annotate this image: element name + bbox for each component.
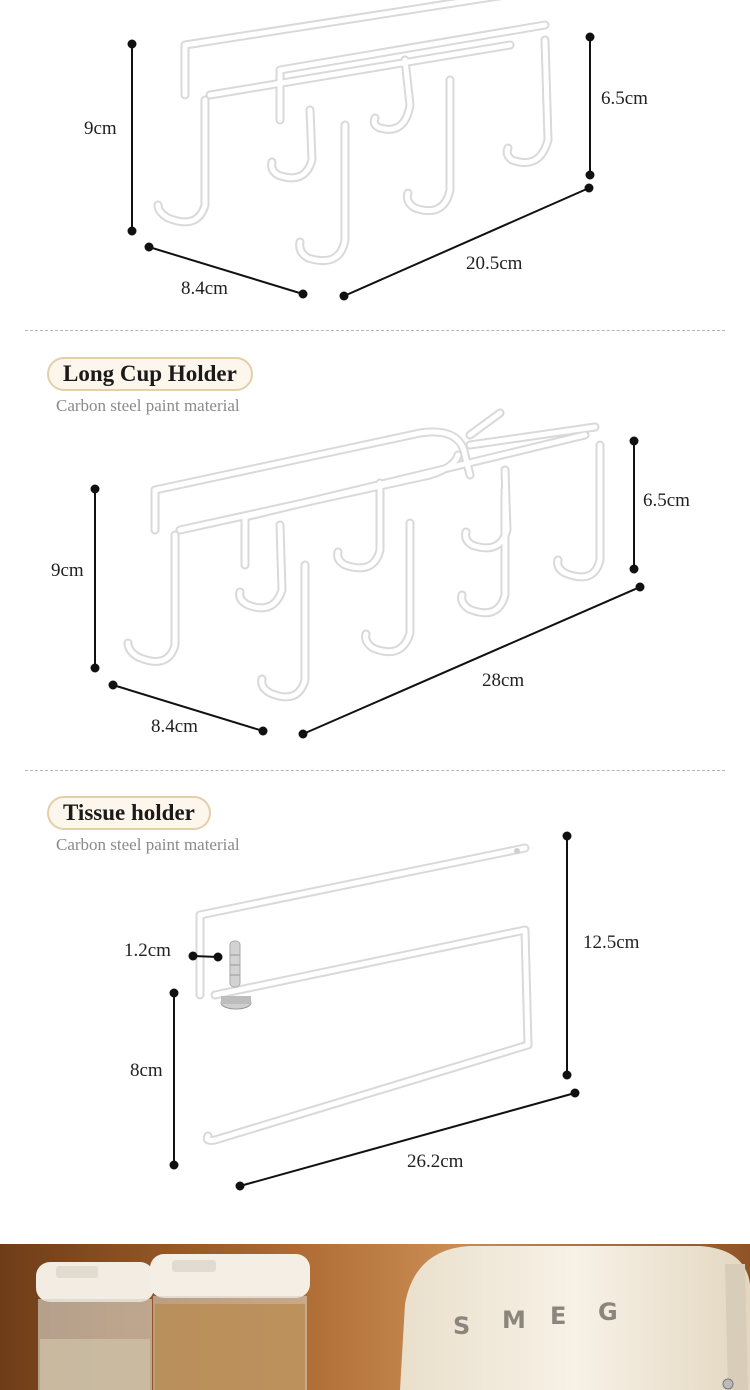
short-cup-holder-section [0,0,750,330]
dim-length: 20.5cm [466,253,523,274]
storage-jar [150,1254,310,1390]
brand-letter: G [598,1298,618,1326]
tissue-holder-section [0,820,750,1220]
brand-letter: M [502,1306,526,1334]
dim-hook-depth: 6.5cm [643,490,690,511]
long-cup-holder-illustration [0,405,750,770]
screw-icon [221,941,251,1009]
dim-depth: 8.4cm [151,716,198,737]
long-cup-holder-section [0,405,750,770]
brand-letter: S [453,1312,471,1340]
brand-letter: E [550,1302,567,1330]
tissue-holder-illustration [0,820,750,1220]
storage-jar [36,1262,154,1390]
dim-inner-height: 8cm [130,1060,163,1081]
dim-height: 12.5cm [583,932,640,953]
kitchen-photo [0,1244,750,1390]
tissue-holder-subtitle: Carbon steel paint material [56,835,240,854]
dim-height: 9cm [84,118,117,139]
dim-length: 28cm [482,670,525,691]
short-cup-holder-illustration [0,0,750,330]
long-cup-holder-subtitle: Carbon steel paint material [56,396,240,415]
section-divider [25,770,725,771]
dim-height: 9cm [51,560,84,581]
long-cup-holder-title: Long Cup Holder [47,357,253,391]
dim-length: 26.2cm [407,1151,464,1172]
dim-thickness: 1.2cm [124,940,171,961]
dim-hook-depth: 6.5cm [601,88,648,109]
kitchen-photo-art [0,1244,750,1390]
tissue-holder-title: Tissue holder [47,796,211,830]
mount-hole-icon [514,848,520,854]
dim-depth: 8.4cm [181,278,228,299]
section-divider [25,330,725,331]
